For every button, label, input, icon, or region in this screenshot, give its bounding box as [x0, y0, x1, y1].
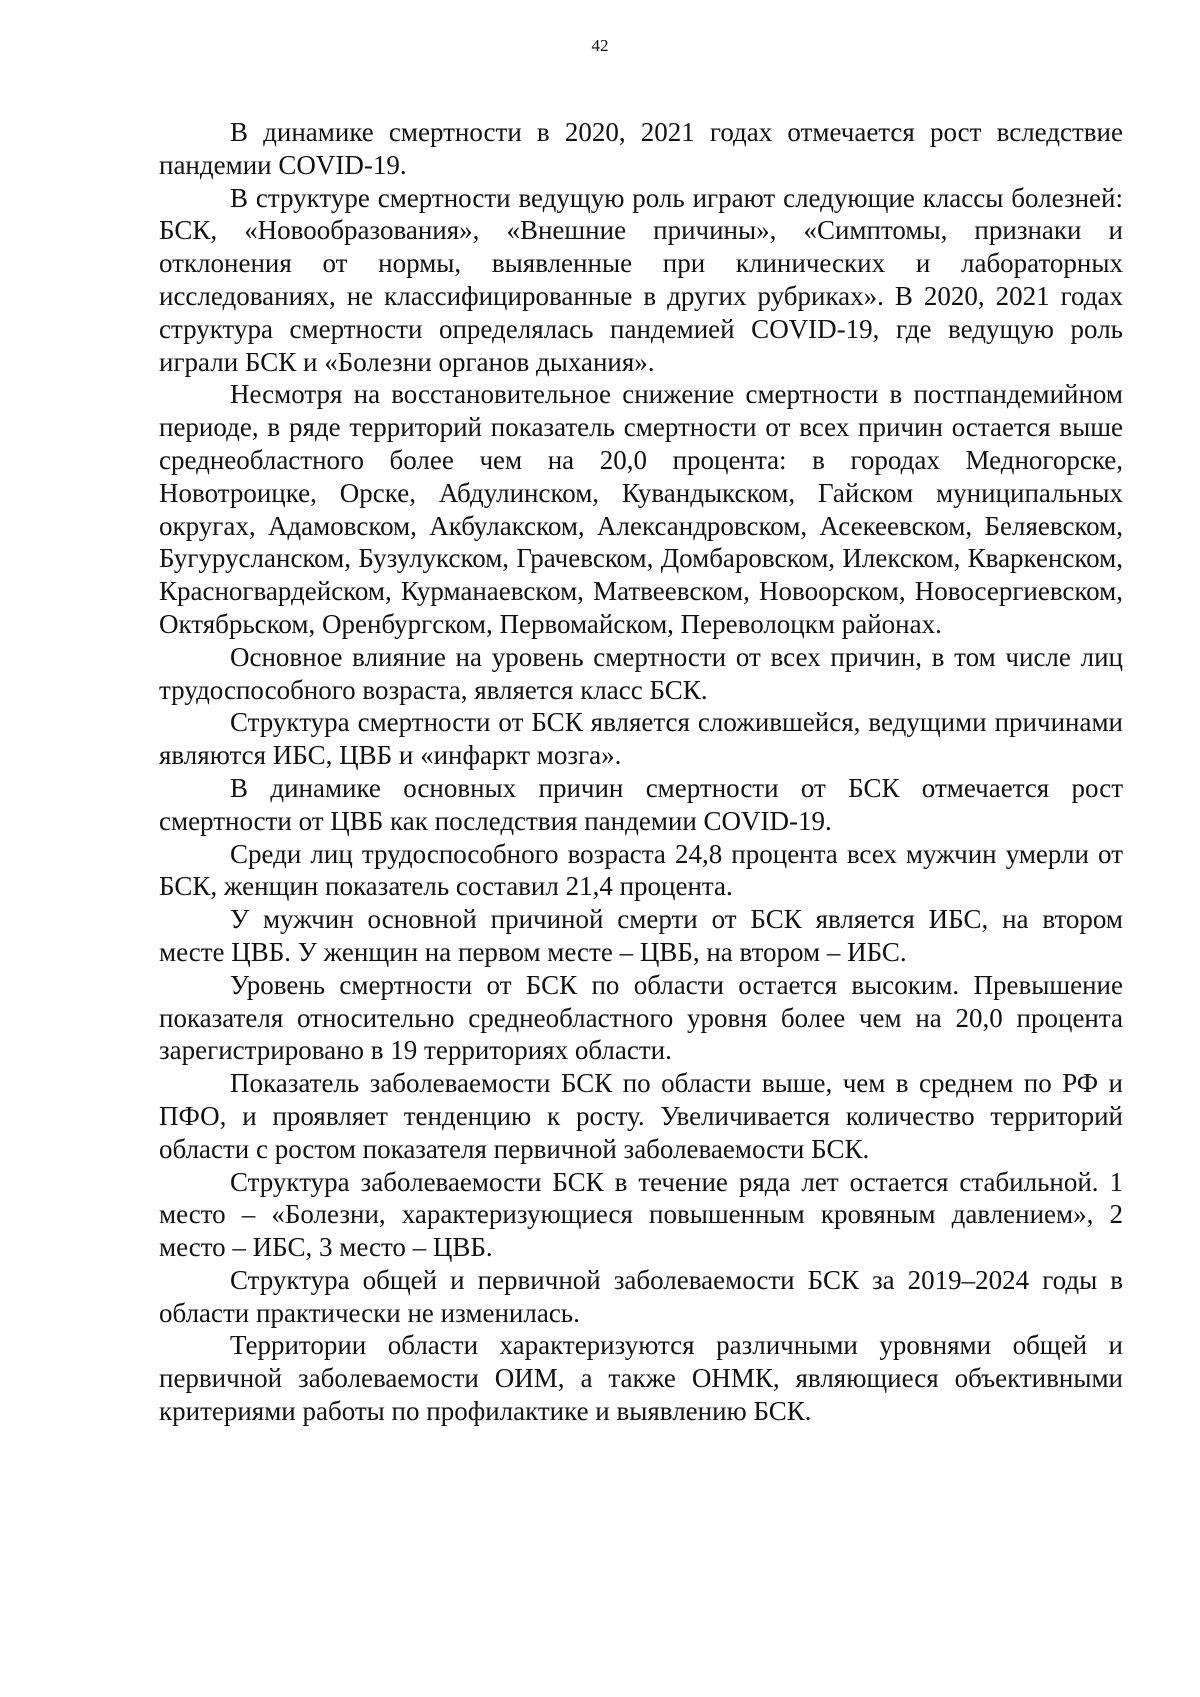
paragraph-bsk-morbidity-rate: Показатель заболеваемости БСК по области выше, чем в среднем по РФ и ПФО, и проявляет тенденцию к росту. Увеличивается количество территорий области с ростом показателя первичной заболеваемости БСК. [159, 1068, 1123, 1164]
paragraph-high-bsk-mortality: Уровень смертности от БСК по области остается высоким. Превышение показателя относительно среднеобластного уровня более чем на 20,0 процента зарегистрировано в 19 территориях области. [159, 969, 1123, 1066]
paragraph-mortality-structure: В структуре смертности ведущую роль играют следующие классы болезней: БСК, «Новообразования», «Внешние причины», «Симптомы, признаки и отклонения от нормы, выявленные при клинических и лабораторных исследованиях, не классифицированные в других рубриках». В 2020, 2021 годах структура смертности определялась пандемией COVID-19, где ведущую роль играли БСК и «Болезни органов дыхания». [159, 182, 1123, 377]
paragraph-main-influence-bsk: Основное влияние на уровень смертности от всех причин, в том числе лиц трудоспособного возраста, является класс БСК. [159, 641, 1123, 705]
document-body [159, 116, 1123, 1428]
paragraph-territories-above-average: Несмотря на восстановительное снижение смертности в постпандемийном периоде, в ряде территорий показатель смертности от всех причин остается выше среднеобластного более чем на 20,0 процента: в городах Медногорске, Новотроицке, Орске, Абдулинском, Кувандыкском, Гайском муниципальных округах, Адамовском, Акбулакском, Александровском, Асекеевском, Беляевском, Бугурусланском, Бузулукском, Грачевском, Домбаровском, Илекском, Кваркенском, Красногвардейском, Курманаевском, Матвеевском, Новоорском, Новосергиевском, Октябрьском, Оренбургском, Первомайском, Переволоцкм районах. [159, 379, 1123, 639]
paragraph-morbidity-2019-2024: Структура общей и первичной заболеваемости БСК за 2019–2024 годы в области практически не изменилась. [159, 1264, 1123, 1328]
paragraph-causes-by-sex: У мужчин основной причиной смерти от БСК является ИБС, на втором месте ЦВБ. У женщин на первом месте – ЦВБ, на втором – ИБС. [159, 904, 1123, 967]
paragraph-oim-onmk-levels: Территории области характеризуются различными уровнями общей и первичной заболеваемости ОИМ, а также ОНМК, являющиеся объективными критериями работы по профилактике и выявлению БСК. [159, 1330, 1123, 1427]
paragraph-working-age-share: Среди лиц трудоспособного возраста 24,8 процента всех мужчин умерли от БСК, женщин показатель составил 21,4 процента. [159, 838, 1123, 902]
paragraph-covid-mortality-dynamics: В динамике смертности в 2020, 2021 годах отмечается рост вследствие пандемии COVID-19. [159, 117, 1123, 180]
page-number: 42 [591, 36, 609, 55]
paragraph-bsk-morbidity-structure: Структура заболеваемости БСК в течение ряда лет остается стабильной. 1 место – «Болезни, характеризующиеся повышенным кровяным давлением», 2 место – ИБС, 3 место – ЦВБ. [159, 1166, 1123, 1263]
paragraph-cvb-growth: В динамике основных причин смертности от БСК отмечается рост смертности от ЦВБ как последствия пандемии COVID-19. [159, 772, 1123, 836]
paragraph-bsk-mortality-structure: Структура смертности от БСК является сложившейся, ведущими причинами являются ИБС, ЦВБ и «инфаркт мозга». [159, 707, 1123, 771]
